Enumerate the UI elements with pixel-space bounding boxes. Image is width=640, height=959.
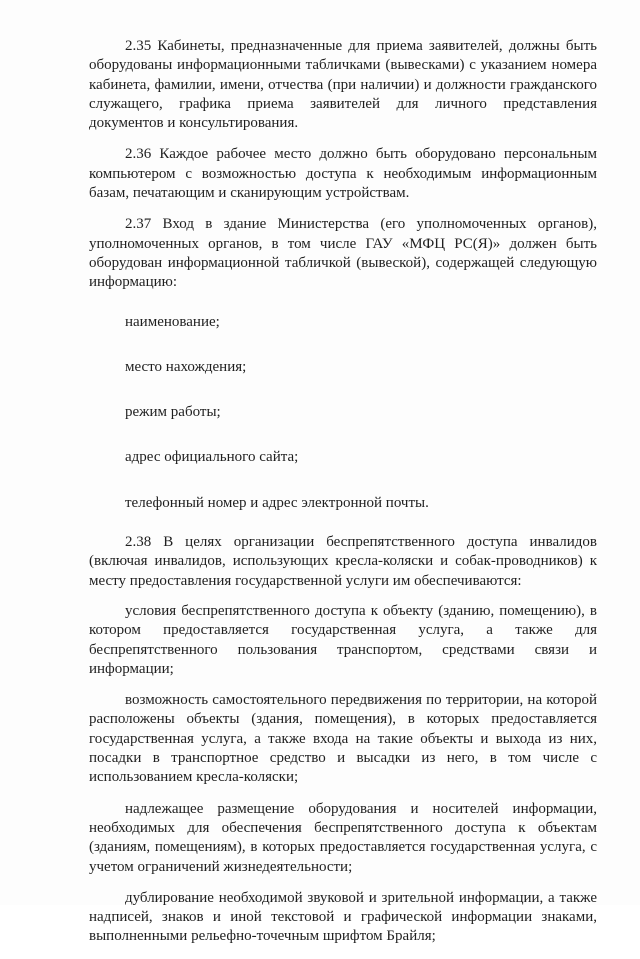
list-item-website: адрес официального сайта;: [125, 449, 299, 466]
accessibility-conditions-list: [89, 602, 597, 947]
document-body: [89, 37, 597, 959]
condition-equipment-placement: надлежащее размещение оборудования и носителей информации, необходимых для обеспечения беспрепятственного доступа к объектам (зданиям, помещениям), в которых предоставляется государственная услуга, с учетом ограничений жизнедеятельности;: [89, 800, 597, 875]
condition-movement: возможность самостоятельного передвижения по территории, на которой расположены объекты (здания, помещения), в которых предоставляется государственная услуга, а также входа на такие объекты и выхода из них, посадки в транспортное средство и высадки из него, в том числе с использованием кресла-коляски;: [89, 692, 597, 786]
list-item-phone-email: телефонный номер и адрес электронной почты.: [125, 494, 429, 511]
list-item-schedule: режим работы;: [125, 404, 221, 421]
paragraph-2-38: 2.38 В целях организации беспрепятственного доступа инвалидов (включая инвалидов, использующих кресла-коляски и собак-проводников) к месту предоставления государственной услуги им обеспечиваются:: [89, 534, 597, 589]
paragraph-2-36: 2.36 Каждое рабочее место должно быть оборудовано персональным компьютером с возможностью доступа к необходимым информационным базам, печатающим и сканирующим устройствам.: [89, 146, 597, 202]
list-item-name: наименование;: [125, 313, 220, 330]
list-item-location: место нахождения;: [125, 358, 247, 375]
paragraph-2-37: 2.37 Вход в здание Министерства (его уполномоченных органов), уполномоченных органов, в том числе ГАУ «МФЦ РС(Я)» должен быть оборудован информационной табличкой (вывеской), содержащей следующую информацию:: [89, 216, 597, 291]
paragraph-2-35: 2.35 Кабинеты, предназначенные для приема заявителей, должны быть оборудованы информационными табличками (вывесками) с указанием номера кабинета, фамилии, имени, отчества (при наличии) и должности гражданского служащего, графика приема заявителей для личного представления документов и консультирования.: [89, 38, 597, 132]
sign-info-list: [89, 313, 597, 513]
condition-access-object: условия беспрепятственного доступа к объекту (зданию, помещению), в котором предоставляется государственная услуга, а также для беспрепятственного пользования транспортом, средствами связи и информации;: [89, 602, 597, 677]
condition-braille-duplication: дублирование необходимой звуковой и зрительной информации, а также надписей, знаков и иной текстовой и графической информации знаками, выполненными рельефно-точечным шрифтом Брайля;: [89, 889, 597, 945]
